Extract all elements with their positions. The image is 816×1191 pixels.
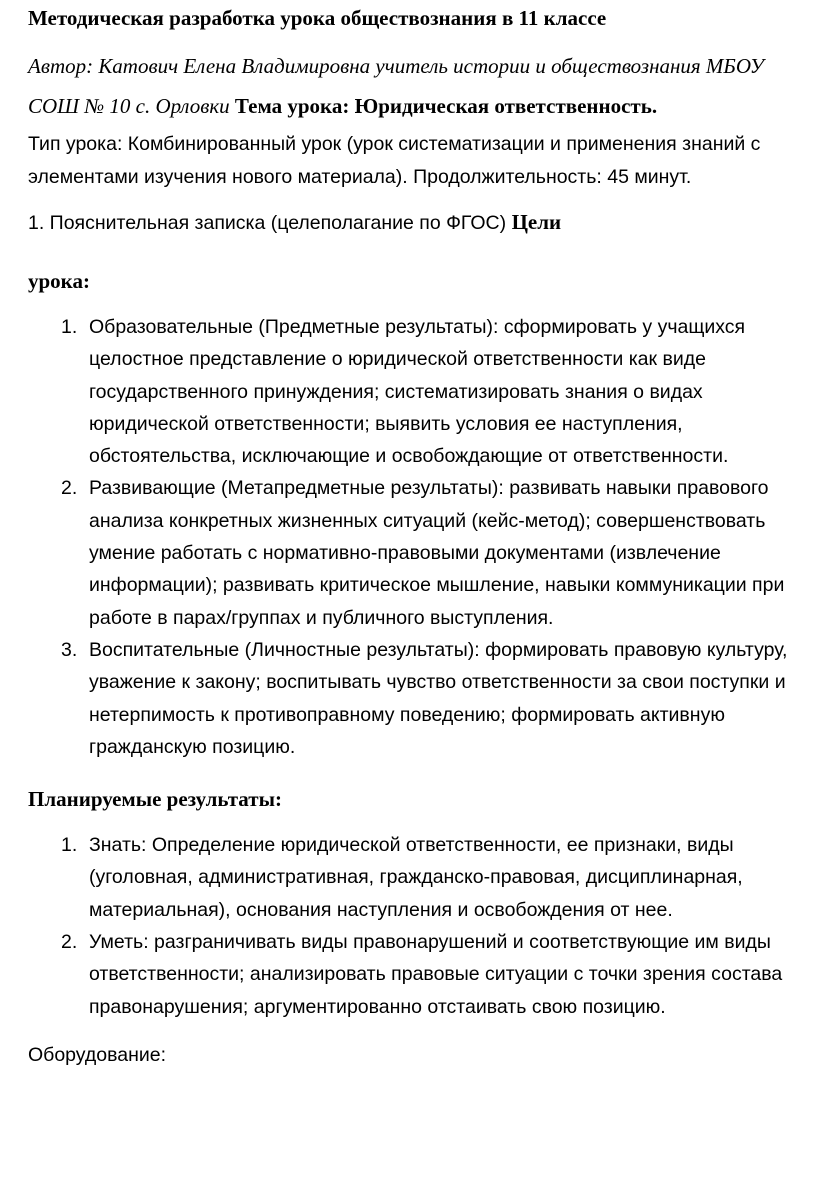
list-item [28,634,803,763]
list-item [28,472,803,633]
author-and-topic [28,46,803,126]
lesson-topic: Тема урока: Юридическая ответственность. [234,94,658,118]
list-item-text: Воспитательные (Личностные результаты): формировать правовую культуру, уважение к закону; воспитывать чувство ответственности за свои поступки и нетерпимость к противоправному поведению; формировать активную гражданскую позицию. [89,638,788,758]
author-line: Автор: Катович Елена Владимировна учитель истории и обществознания МБОУ СОШ № 10 с. Орловки [28,54,764,118]
lesson-type: Тип урока: Комбинированный урок (урок систематизации и применения знаний с элементами изучения нового материала). Продолжительность: 45 минут. [28,133,761,188]
equipment-heading: Оборудование: [28,1043,167,1066]
explanatory-note-text: 1. Пояснительная записка (целеполагание по ФГОС) [28,212,507,234]
list-item-number: 2. [61,477,78,500]
list-item-text: Уметь: разграничивать виды правонарушений и соответствующие им виды ответственности; анализировать правовые ситуации с точки зрения состава правонарушения; аргументированно отстаивать свою позицию. [89,931,783,1018]
list-item-number: 2. [61,931,78,954]
document-title: Методическая разработка урока обществознания в 11 классе [28,6,607,30]
list-item [28,926,803,1023]
list-item-number: 1. [61,316,78,338]
goals-heading: урока: [28,269,90,293]
list-item-number: 3. [61,638,78,661]
list-item [28,829,803,926]
list-item-number: 1. [61,834,78,857]
planned-results-list [28,829,803,1023]
list-item-text: Развивающие (Метапредметные результаты): развивать навыки правового анализа конкретных жизненных ситуаций (кейс-метод); совершенствовать умение работать с нормативно-правовыми документами (извлечение информации); развивать критическое мышление, навыки коммуникации при работе в парах/группах и публичного выступления. [89,477,785,629]
list-item [28,311,803,472]
document-page [28,0,803,1071]
planned-results-heading: Планируемые результаты: [28,787,282,812]
goals-heading-start: Цели [511,210,562,234]
explanatory-note [28,202,803,243]
list-item-text: Знать: Определение юридической ответственности, ее признаки, виды (уголовная, административная, гражданско-правовая, дисциплинарная, материальная), основания наступления и освобождения от нее. [89,834,743,921]
goals-list [28,311,803,763]
list-item-text: Образовательные (Предметные результаты): сформировать у учащихся целостное представление о юридической ответственности как виде государственного принуждения; систематизировать знания о видах юридической ответственности; выявить условия ее наступления, обстоятельства, исключающие и освобождающие от ответственности. [89,316,746,468]
